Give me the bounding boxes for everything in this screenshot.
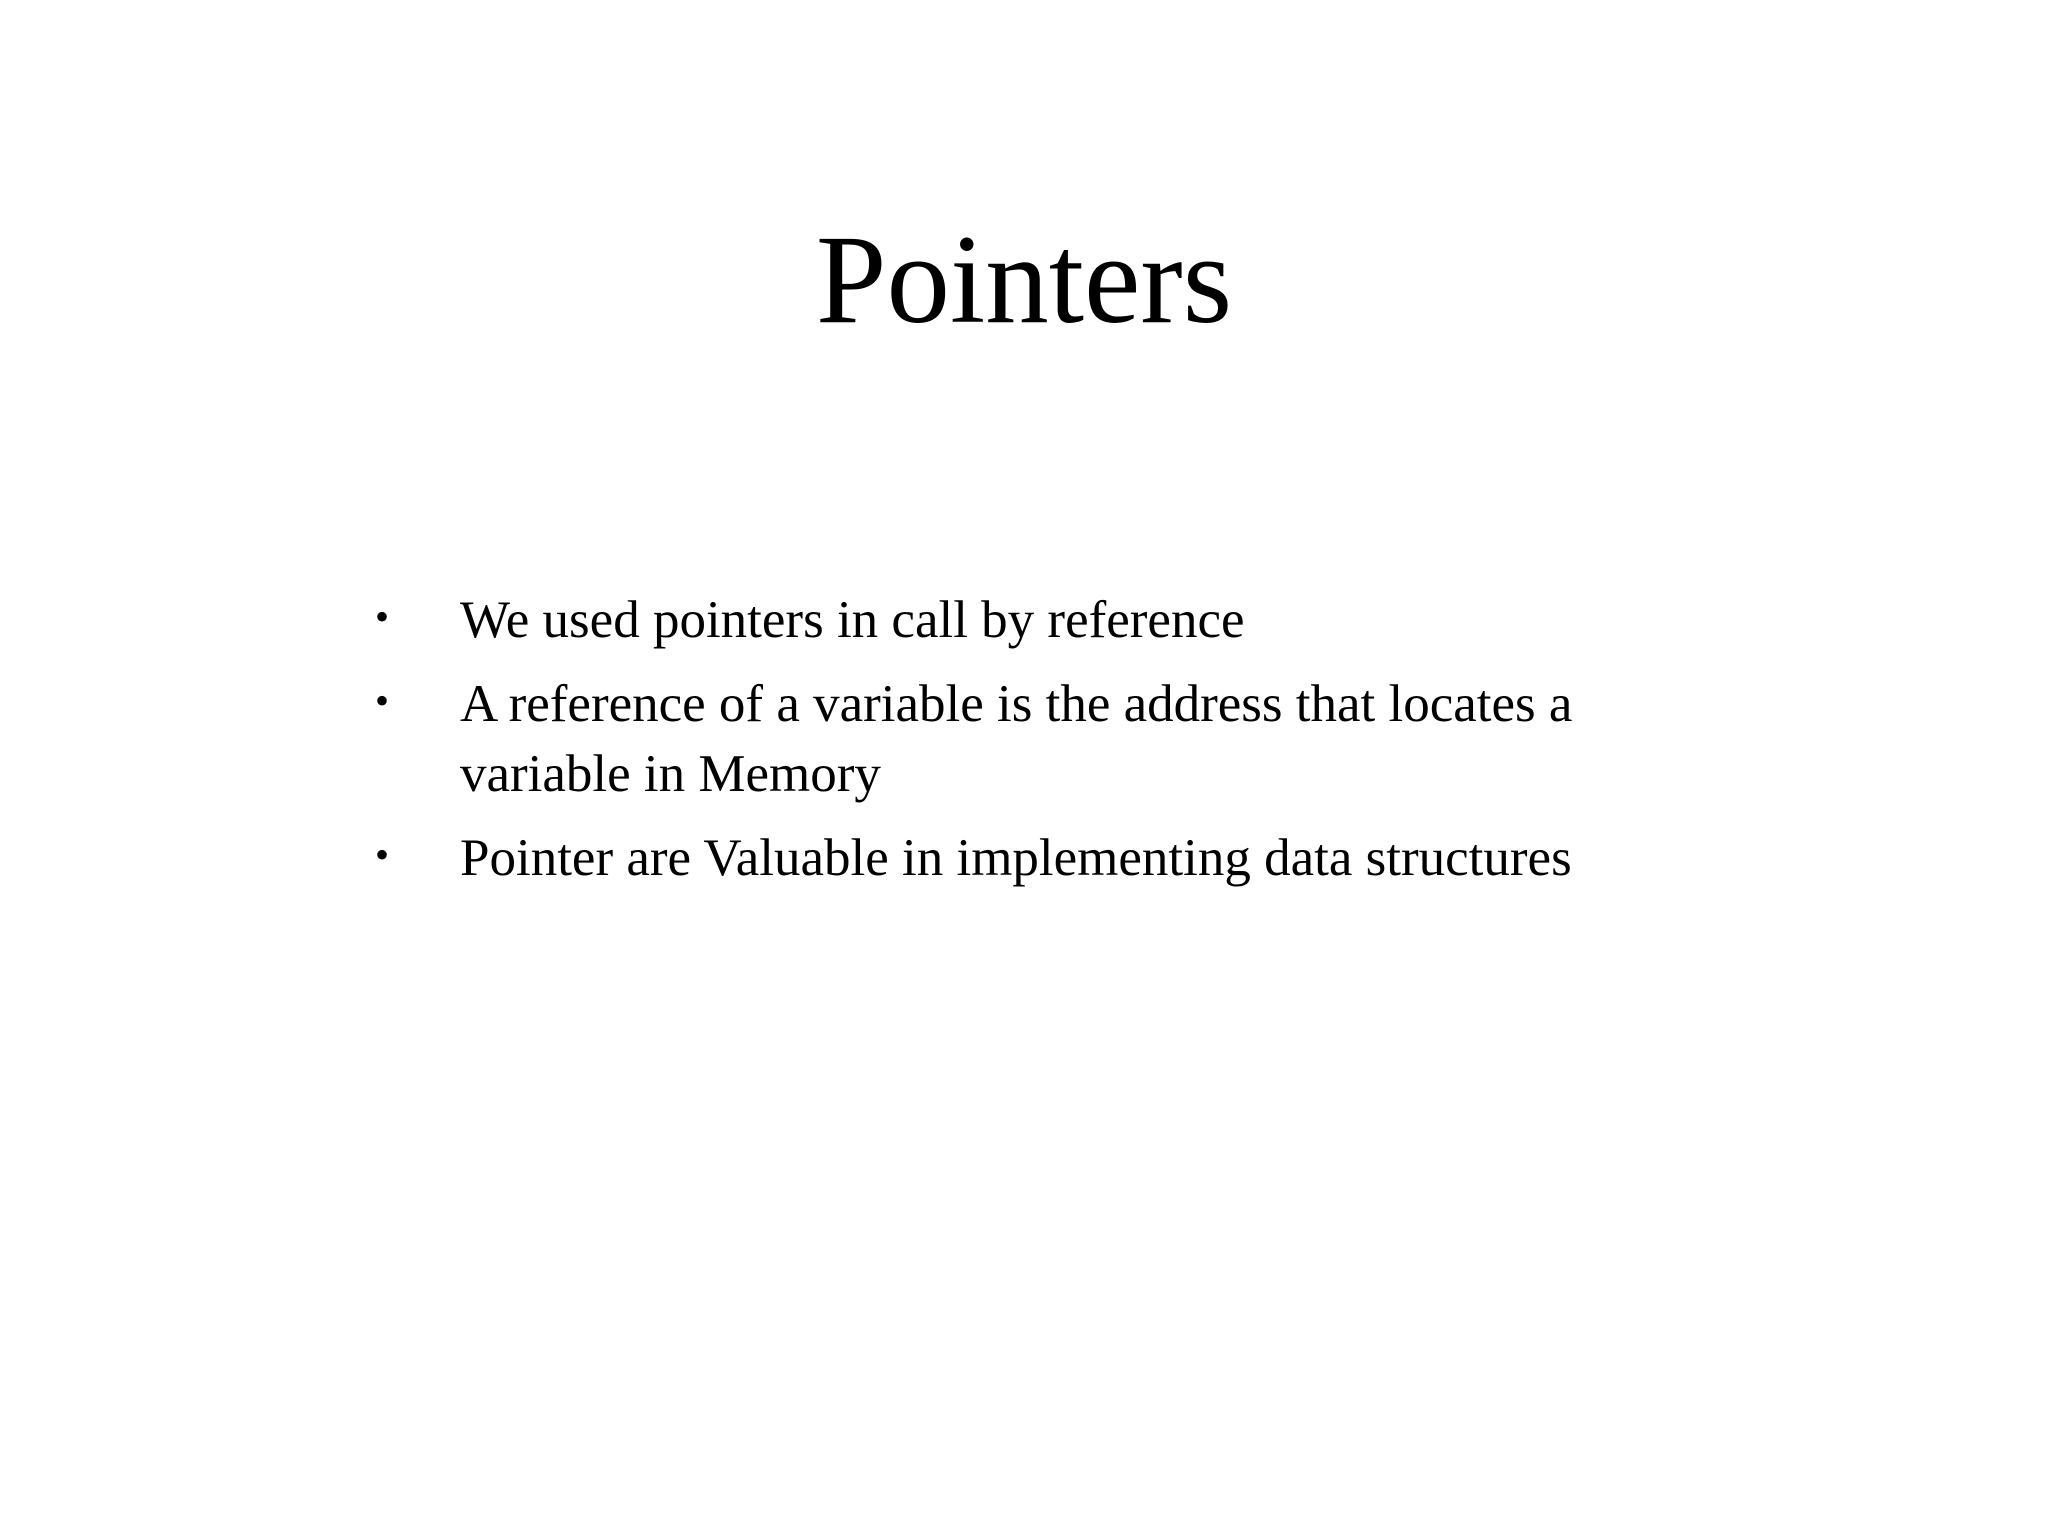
- bullet-dot-icon: •: [375, 832, 390, 877]
- bullet-item: [375, 669, 1715, 809]
- bullet-text: Pointer are Valuable in implementing data structures: [460, 829, 1572, 887]
- bullet-list: [375, 585, 1715, 907]
- bullet-item: [375, 585, 1715, 655]
- bullet-dot-icon: •: [375, 594, 390, 639]
- bullet-text: A reference of a variable is the address that locates a variable in Memory: [460, 675, 1573, 803]
- bullet-item: [375, 823, 1715, 893]
- slide-title: Pointers: [815, 210, 1233, 350]
- bullet-text: We used pointers in call by reference: [460, 591, 1245, 649]
- bullet-dot-icon: •: [375, 678, 390, 723]
